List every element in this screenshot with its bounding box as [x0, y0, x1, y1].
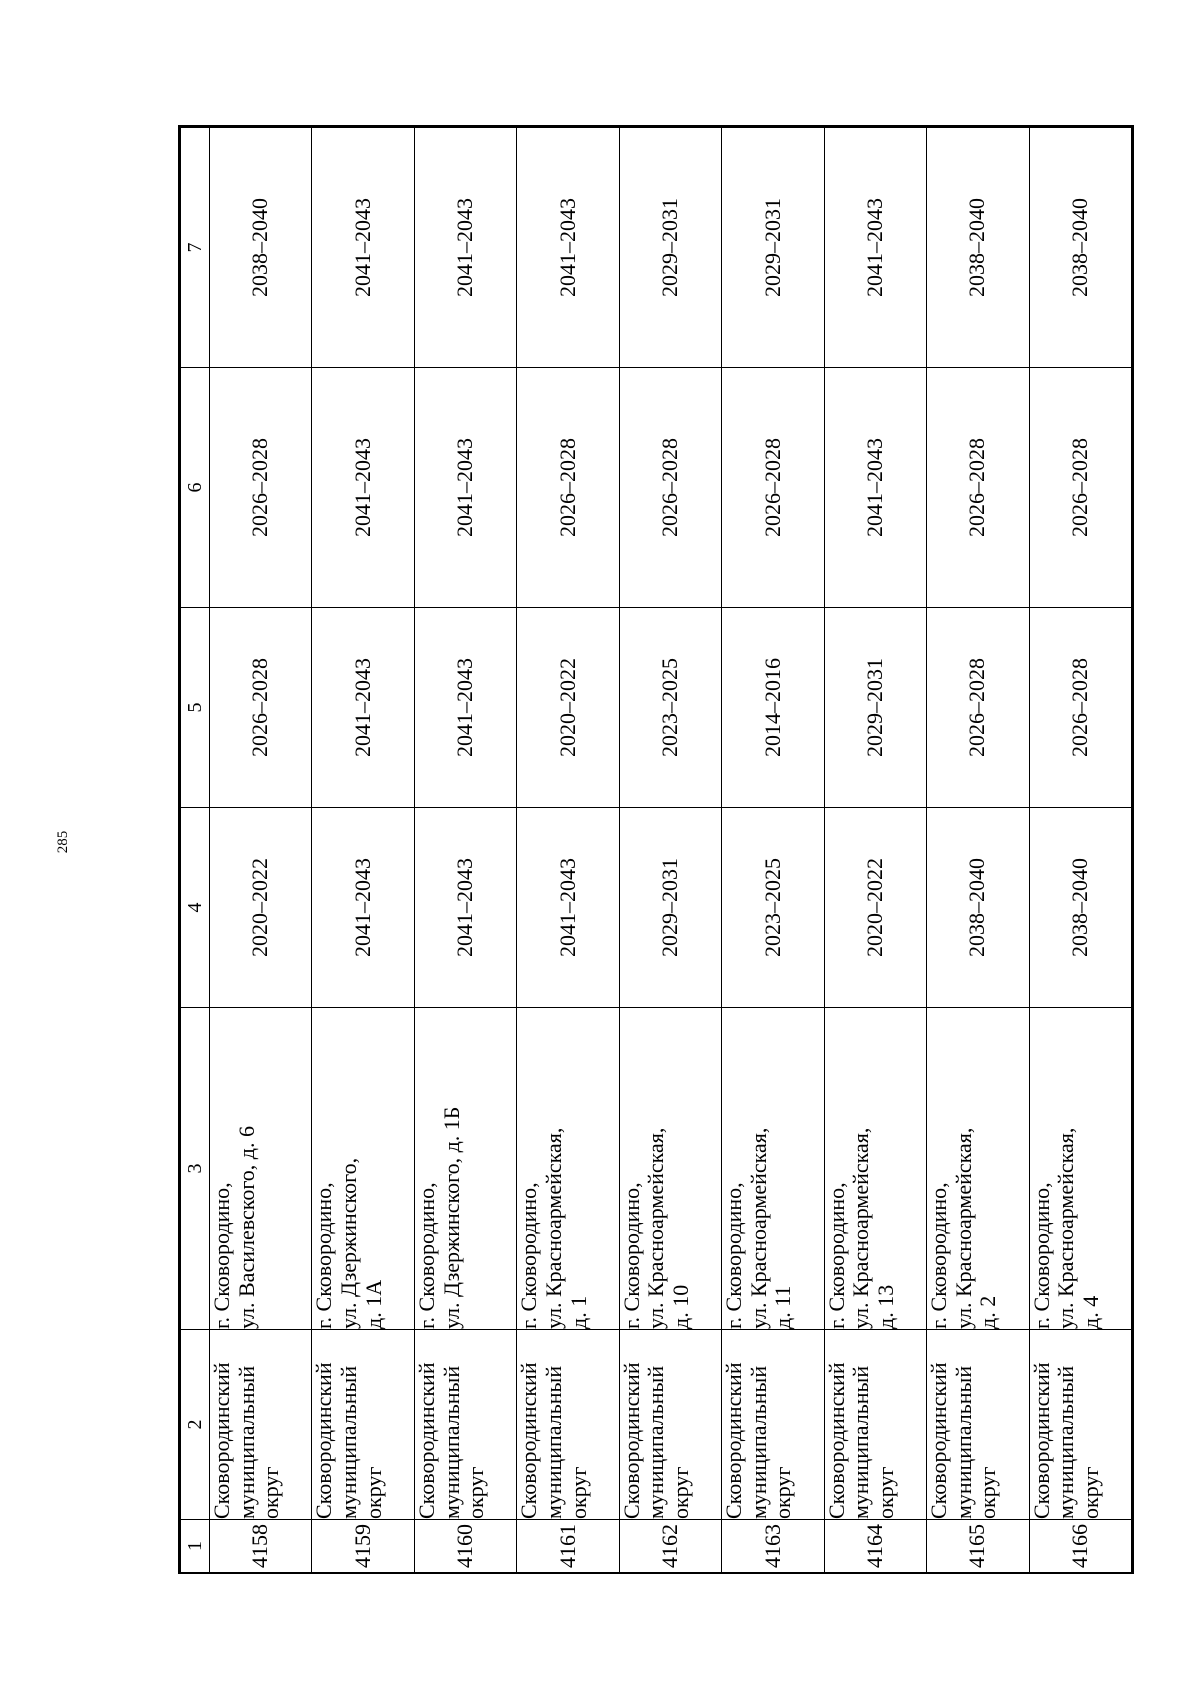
period-cell-col5: 2026–2028	[927, 607, 1029, 807]
period-cell-col6: 2026–2028	[927, 367, 1029, 607]
address-line: ул. Красноармейская,	[1053, 1127, 1079, 1329]
district-line: муниципальный	[336, 1365, 362, 1519]
row-number: 4158	[210, 1519, 312, 1572]
district-cell	[1029, 1329, 1132, 1519]
district-line: муниципальный	[1053, 1365, 1079, 1519]
period-cell-col5: 2020–2022	[517, 607, 619, 807]
address-cell	[414, 1007, 516, 1329]
period-cell-col4: 2041–2043	[414, 807, 516, 1007]
period-cell-col5: 2041–2043	[312, 607, 414, 807]
district-line: Сковородинский	[823, 1361, 849, 1519]
period-cell-col4: 2023–2025	[722, 807, 824, 1007]
district-cell	[414, 1329, 516, 1519]
district-line: округ	[360, 1466, 386, 1519]
address-cell	[210, 1007, 312, 1329]
period-cell-col5: 2023–2025	[619, 607, 721, 807]
period-cell-col7: 2029–2031	[619, 127, 721, 367]
period-cell-col4: 2038–2040	[1029, 807, 1132, 1007]
address-line: г. Сковородино,	[926, 1181, 952, 1329]
period-cell-col5: 2026–2028	[210, 607, 312, 807]
address-line: ул. Красноармейская,	[745, 1127, 771, 1329]
table-row	[1029, 127, 1132, 1572]
column-header: 2	[181, 1329, 210, 1519]
district-cell	[824, 1329, 926, 1519]
district-line: округ	[668, 1466, 693, 1519]
table-row	[927, 127, 1029, 1572]
address-line: г. Сковородино,	[413, 1181, 439, 1329]
column-header: 1	[181, 1519, 210, 1572]
address-cell	[824, 1007, 926, 1329]
district-line: округ	[565, 1466, 591, 1519]
district-line: муниципальный	[540, 1365, 566, 1519]
address-line: г. Сковородино,	[516, 1181, 542, 1329]
period-cell-col4: 2020–2022	[824, 807, 926, 1007]
period-cell-col7: 2041–2043	[414, 127, 516, 367]
period-cell-col7: 2041–2043	[517, 127, 619, 367]
district-cell	[312, 1329, 414, 1519]
period-cell-col6: 2041–2043	[824, 367, 926, 607]
address-cell	[312, 1007, 414, 1329]
period-cell-col6: 2041–2043	[312, 367, 414, 607]
district-line: округ	[1077, 1466, 1103, 1519]
table-row	[722, 127, 824, 1572]
address-line: ул. Красноармейская,	[848, 1127, 874, 1329]
district-line: Сковородинский	[516, 1361, 542, 1519]
district-cell	[210, 1329, 312, 1519]
district-line: Сковородинский	[618, 1361, 644, 1519]
address-line: г. Сковородино,	[721, 1181, 747, 1329]
period-cell-col5: 2026–2028	[1029, 607, 1132, 807]
district-line: округ	[975, 1466, 1001, 1519]
period-cell-col4: 2029–2031	[619, 807, 721, 1007]
table-row	[312, 127, 414, 1572]
district-line: округ	[258, 1466, 284, 1519]
table-body	[210, 127, 1132, 1572]
address-line: д. 4	[1077, 1295, 1103, 1329]
table-frame	[178, 125, 1134, 1574]
district-line: муниципальный	[745, 1365, 771, 1519]
period-cell-col7: 2038–2040	[1029, 127, 1132, 367]
period-cell-col7: 2041–2043	[312, 127, 414, 367]
period-cell-col7: 2029–2031	[722, 127, 824, 367]
period-cell-col6: 2026–2028	[722, 367, 824, 607]
period-cell-col6: 2026–2028	[517, 367, 619, 607]
period-cell-col4: 2041–2043	[312, 807, 414, 1007]
row-number: 4159	[312, 1519, 414, 1572]
schedule-table	[180, 127, 1132, 1573]
column-header: 4	[181, 807, 210, 1007]
address-line: ул. Красноармейская,	[950, 1127, 976, 1329]
table-row	[619, 127, 721, 1572]
address-cell	[722, 1007, 824, 1329]
district-line: округ	[770, 1466, 796, 1519]
address-line: г. Сковородино,	[823, 1181, 849, 1329]
district-line: округ	[872, 1466, 898, 1519]
address-line: д. 1А	[360, 1279, 386, 1329]
column-header: 7	[181, 127, 210, 367]
district-line: муниципальный	[848, 1365, 874, 1519]
table-row	[824, 127, 926, 1572]
district-line: Сковородинский	[721, 1361, 747, 1519]
row-number: 4164	[824, 1519, 926, 1572]
address-line: ул. Дзержинского,	[336, 1157, 362, 1329]
address-line: ул. Красноармейская,	[643, 1127, 669, 1329]
row-number: 4165	[927, 1519, 1029, 1572]
period-cell-col7: 2038–2040	[927, 127, 1029, 367]
address-line: г. Сковородино,	[618, 1181, 644, 1329]
district-cell	[927, 1329, 1029, 1519]
period-cell-col7: 2038–2040	[210, 127, 312, 367]
address-cell	[927, 1007, 1029, 1329]
table-row	[414, 127, 516, 1572]
row-number: 4166	[1029, 1519, 1132, 1572]
address-line: ул. Красноармейская,	[540, 1127, 566, 1329]
district-line: муниципальный	[233, 1365, 259, 1519]
period-cell-col6: 2026–2028	[619, 367, 721, 607]
period-cell-col6: 2026–2028	[210, 367, 312, 607]
district-line: Сковородинский	[926, 1361, 952, 1519]
address-line: ул. Василевского, д. 6	[233, 1125, 259, 1329]
row-number: 4163	[722, 1519, 824, 1572]
address-line: д. 13	[872, 1284, 898, 1329]
period-cell-col6: 2041–2043	[414, 367, 516, 607]
address-line: д. 11	[770, 1285, 796, 1329]
period-cell-col7: 2041–2043	[824, 127, 926, 367]
page-number: 285	[55, 830, 71, 854]
header-row	[181, 127, 210, 1572]
column-header: 5	[181, 607, 210, 807]
row-number: 4162	[619, 1519, 721, 1572]
district-line: муниципальный	[438, 1365, 464, 1519]
column-header: 6	[181, 367, 210, 607]
period-cell-col5: 2041–2043	[414, 607, 516, 807]
period-cell-col5: 2014–2016	[722, 607, 824, 807]
address-line: ул. Дзержинского, д. 1Б	[438, 1106, 464, 1329]
district-line: Сковородинский	[209, 1361, 234, 1519]
district-line: муниципальный	[643, 1365, 669, 1519]
address-cell	[1029, 1007, 1132, 1329]
address-line: д. 2	[975, 1295, 1001, 1329]
district-line: округ	[463, 1466, 489, 1519]
address-line: д. 1	[565, 1295, 591, 1329]
row-number: 4161	[517, 1519, 619, 1572]
period-cell-col4: 2041–2043	[517, 807, 619, 1007]
district-cell	[517, 1329, 619, 1519]
district-cell	[722, 1329, 824, 1519]
district-line: Сковородинский	[311, 1361, 337, 1519]
period-cell-col6: 2026–2028	[1029, 367, 1132, 607]
address-cell	[619, 1007, 721, 1329]
address-line: г. Сковородино,	[1028, 1181, 1054, 1329]
address-line: г. Сковородино,	[311, 1181, 337, 1329]
address-line: д. 10	[668, 1284, 693, 1329]
district-line: муниципальный	[950, 1365, 976, 1519]
column-header: 3	[181, 1007, 210, 1329]
table-row	[517, 127, 619, 1572]
table-row	[210, 127, 312, 1572]
district-line: Сковородинский	[1028, 1361, 1054, 1519]
row-number: 4160	[414, 1519, 516, 1572]
district-cell	[619, 1329, 721, 1519]
period-cell-col5: 2029–2031	[824, 607, 926, 807]
address-cell	[517, 1007, 619, 1329]
period-cell-col4: 2020–2022	[210, 807, 312, 1007]
period-cell-col4: 2038–2040	[927, 807, 1029, 1007]
district-line: Сковородинский	[413, 1361, 439, 1519]
address-line: г. Сковородино,	[209, 1181, 234, 1329]
